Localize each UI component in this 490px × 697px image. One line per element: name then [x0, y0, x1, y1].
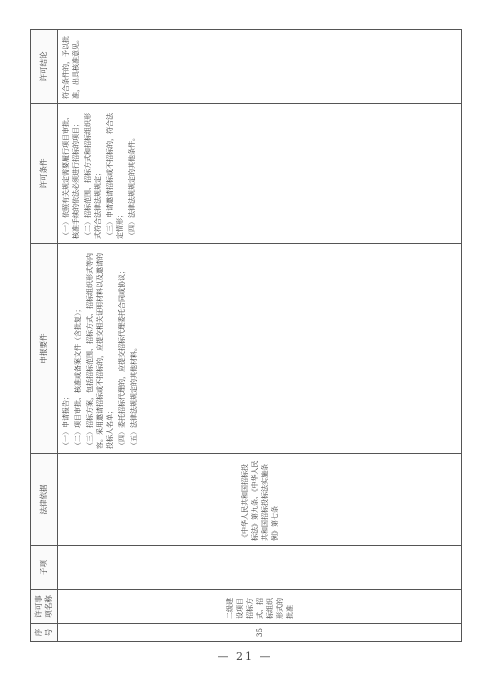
cell-sub: [58, 546, 462, 590]
material-item: （五）法律法规规定的其他材料。: [130, 344, 138, 449]
condition-item: （四）法律法规规定的其他条件。: [128, 134, 136, 239]
permit-table: [30, 29, 462, 642]
page-number: — 21 —: [217, 650, 273, 663]
table-row: [58, 30, 462, 642]
material-item: （二）项目审批、核准或备案文件（含批复）；: [74, 305, 82, 449]
header-sub: 子项: [31, 546, 58, 590]
material-item: （一）申请报告；: [62, 393, 70, 449]
cell-name: 二级建设项目招标方式、招标组织形式的批准: [58, 590, 462, 624]
condition-item: （三）申请邀请招标或不招标的，符合法定情形；: [106, 113, 124, 239]
material-item: （三）招标方案，包括招标范围、招标方式、招标组织形式等内容。采用邀请招标或不招标的，应提交相关证明材料以及邀请的投标人名单；: [86, 253, 114, 449]
cell-conditions: [58, 104, 462, 244]
header-name: 许可事项名称: [31, 590, 58, 624]
cell-materials: [58, 244, 462, 454]
header-conditions: 许可条件: [31, 104, 58, 244]
condition-item: （二）招标范围、招标方式和招标组织形式符合法律法规规定；: [84, 113, 102, 239]
cell-conclusion: 符合条件的，予以批准，出具核准意见。: [58, 30, 462, 104]
header-law: 法律依据: [31, 454, 58, 546]
cell-law: 《中华人民共和国招标投标法》第九条、《中华人民共和国招标投标法实施条例》第七条: [58, 454, 462, 546]
cell-no: 35: [58, 624, 462, 642]
rotated-table-area: [30, 30, 462, 642]
condition-item: （一）依照有关规定需要履行项目审批、核准手续的依法必须进行招标的项目；: [62, 113, 80, 239]
header-materials: 申报要件: [31, 244, 58, 454]
header-conclusion: 许可结论: [31, 30, 58, 104]
header-no: 序号: [31, 624, 58, 642]
material-item: （四）委托招标代理的，应提交招标代理委托合同或协议；: [118, 267, 126, 449]
